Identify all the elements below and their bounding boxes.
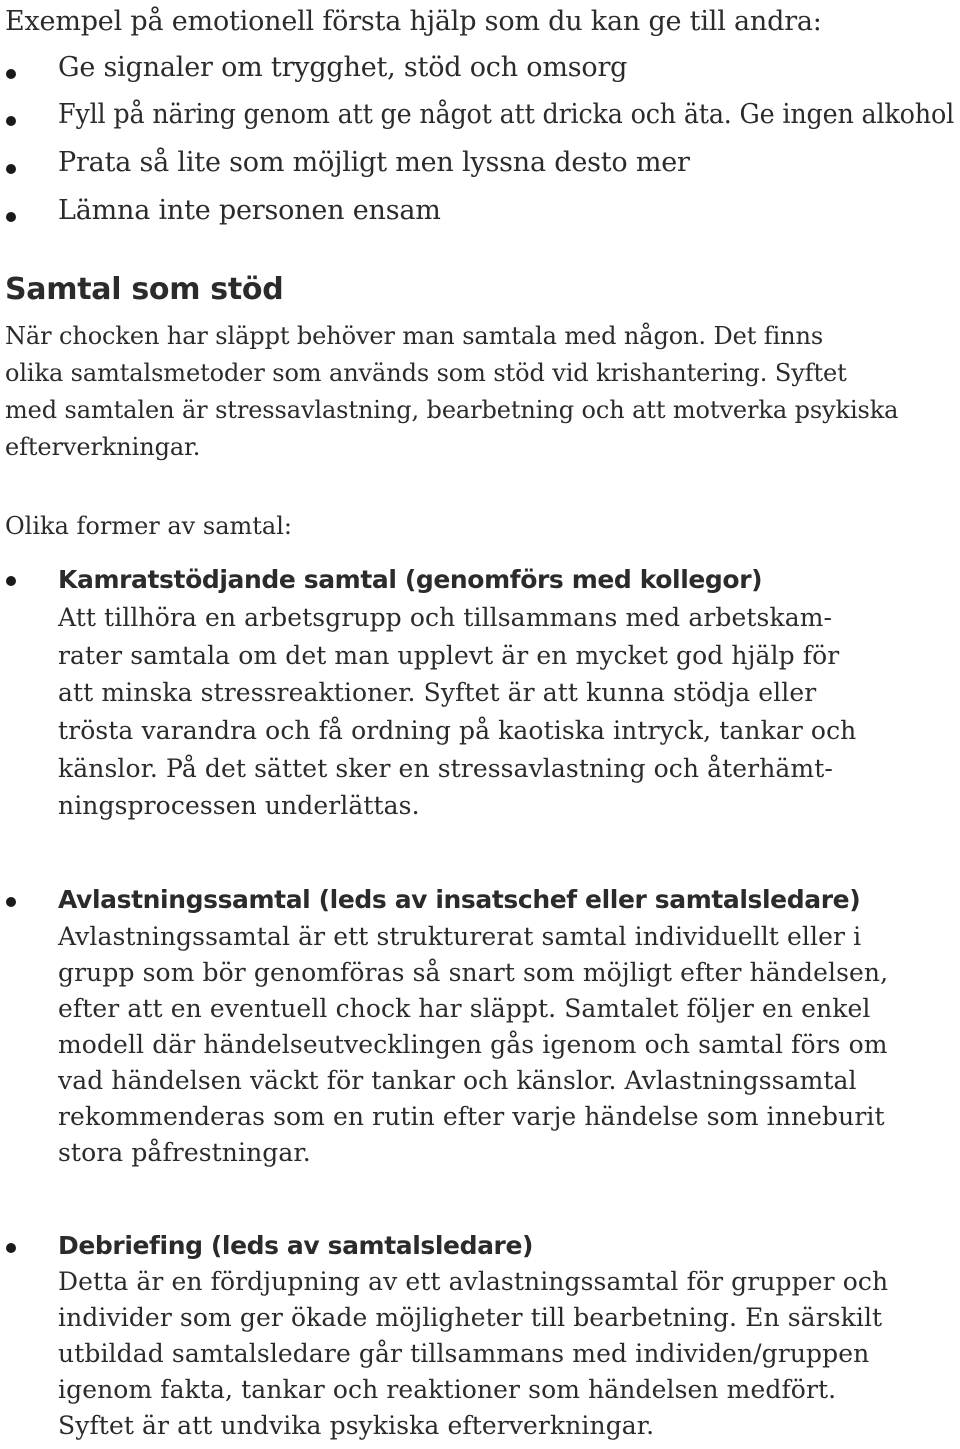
form-line: Detta är en fördjupning av ett avlastningssamtal för grupper och	[58, 1267, 889, 1296]
form-line: igenom fakta, tankar och reaktioner som händelsen medfört.	[58, 1375, 837, 1404]
list-item-text: Ge signaler om trygghet, stöd och omsorg	[58, 52, 628, 83]
form-line: utbildad samtalsledare går tillsammans med individen/gruppen	[58, 1339, 870, 1368]
forms-label: Olika former av samtal:	[5, 512, 292, 540]
intro-text: Exempel på emotionell första hjälp som du kan ge till andra:	[5, 6, 822, 37]
form-line: känslor. På det sättet sker en stressavlastning och återhämt-	[58, 754, 833, 783]
bullet-icon	[6, 164, 16, 174]
form-line: grupp som bör genomföras så snart som möjligt efter händelsen,	[58, 958, 889, 987]
list-item-text: Prata så lite som möjligt men lyssna desto mer	[58, 147, 690, 178]
form-line: rekommenderas som en rutin efter varje händelse som inneburit	[58, 1102, 885, 1131]
bullet-icon	[6, 212, 16, 222]
bullet-icon	[6, 576, 16, 586]
form-title: Avlastningssamtal (leds av insatschef eller samtalsledare)	[58, 885, 861, 914]
bullet-icon	[6, 69, 16, 79]
form-line: Att tillhöra en arbetsgrupp och tillsammans med arbetskam-	[58, 603, 833, 632]
form-line: Avlastningssamtal är ett strukturerat samtal individuellt eller i	[58, 922, 862, 951]
bullet-icon	[6, 116, 16, 126]
paragraph-line: med samtalen är stressavlastning, bearbetning och att motverka psykiska	[5, 396, 899, 424]
paragraph-line: När chocken har släppt behöver man samtala med någon. Det finns	[5, 322, 824, 350]
paragraph-line: olika samtalsmetoder som används som stöd vid krishantering. Syftet	[5, 359, 847, 387]
form-line: Syftet är att undvika psykiska efterverkningar.	[58, 1411, 655, 1440]
list-item-text: Lämna inte personen ensam	[58, 195, 441, 226]
form-line: efter att en eventuell chock har släppt. Samtalet följer en enkel	[58, 994, 871, 1023]
form-title: Debriefing (leds av samtalsledare)	[58, 1231, 534, 1260]
form-line: rater samtala om det man upplevt är en mycket god hjälp för	[58, 641, 840, 670]
bullet-icon	[6, 1243, 16, 1253]
form-line: trösta varandra och få ordning på kaotiska intryck, tankar och	[58, 716, 857, 745]
form-line: att minska stressreaktioner. Syftet är att kunna stödja eller	[58, 678, 817, 707]
paragraph-line: efterverkningar.	[5, 433, 201, 461]
form-line: individer som ger ökade möjligheter till bearbetning. En särskilt	[58, 1303, 883, 1332]
form-title: Kamratstödjande samtal (genomförs med kollegor)	[58, 565, 763, 594]
form-line: ningsprocessen underlättas.	[58, 791, 420, 820]
form-line: vad händelsen väckt för tankar och känslor. Avlastningssamtal	[58, 1066, 857, 1095]
bullet-icon	[6, 897, 16, 907]
section-heading: Samtal som stöd	[5, 272, 284, 307]
list-item-text: Fyll på näring genom att ge något att dricka och äta. Ge ingen alkohol	[58, 99, 955, 130]
form-line: stora påfrestningar.	[58, 1138, 311, 1167]
form-line: modell där händelseutvecklingen gås igenom och samtal förs om	[58, 1030, 888, 1059]
